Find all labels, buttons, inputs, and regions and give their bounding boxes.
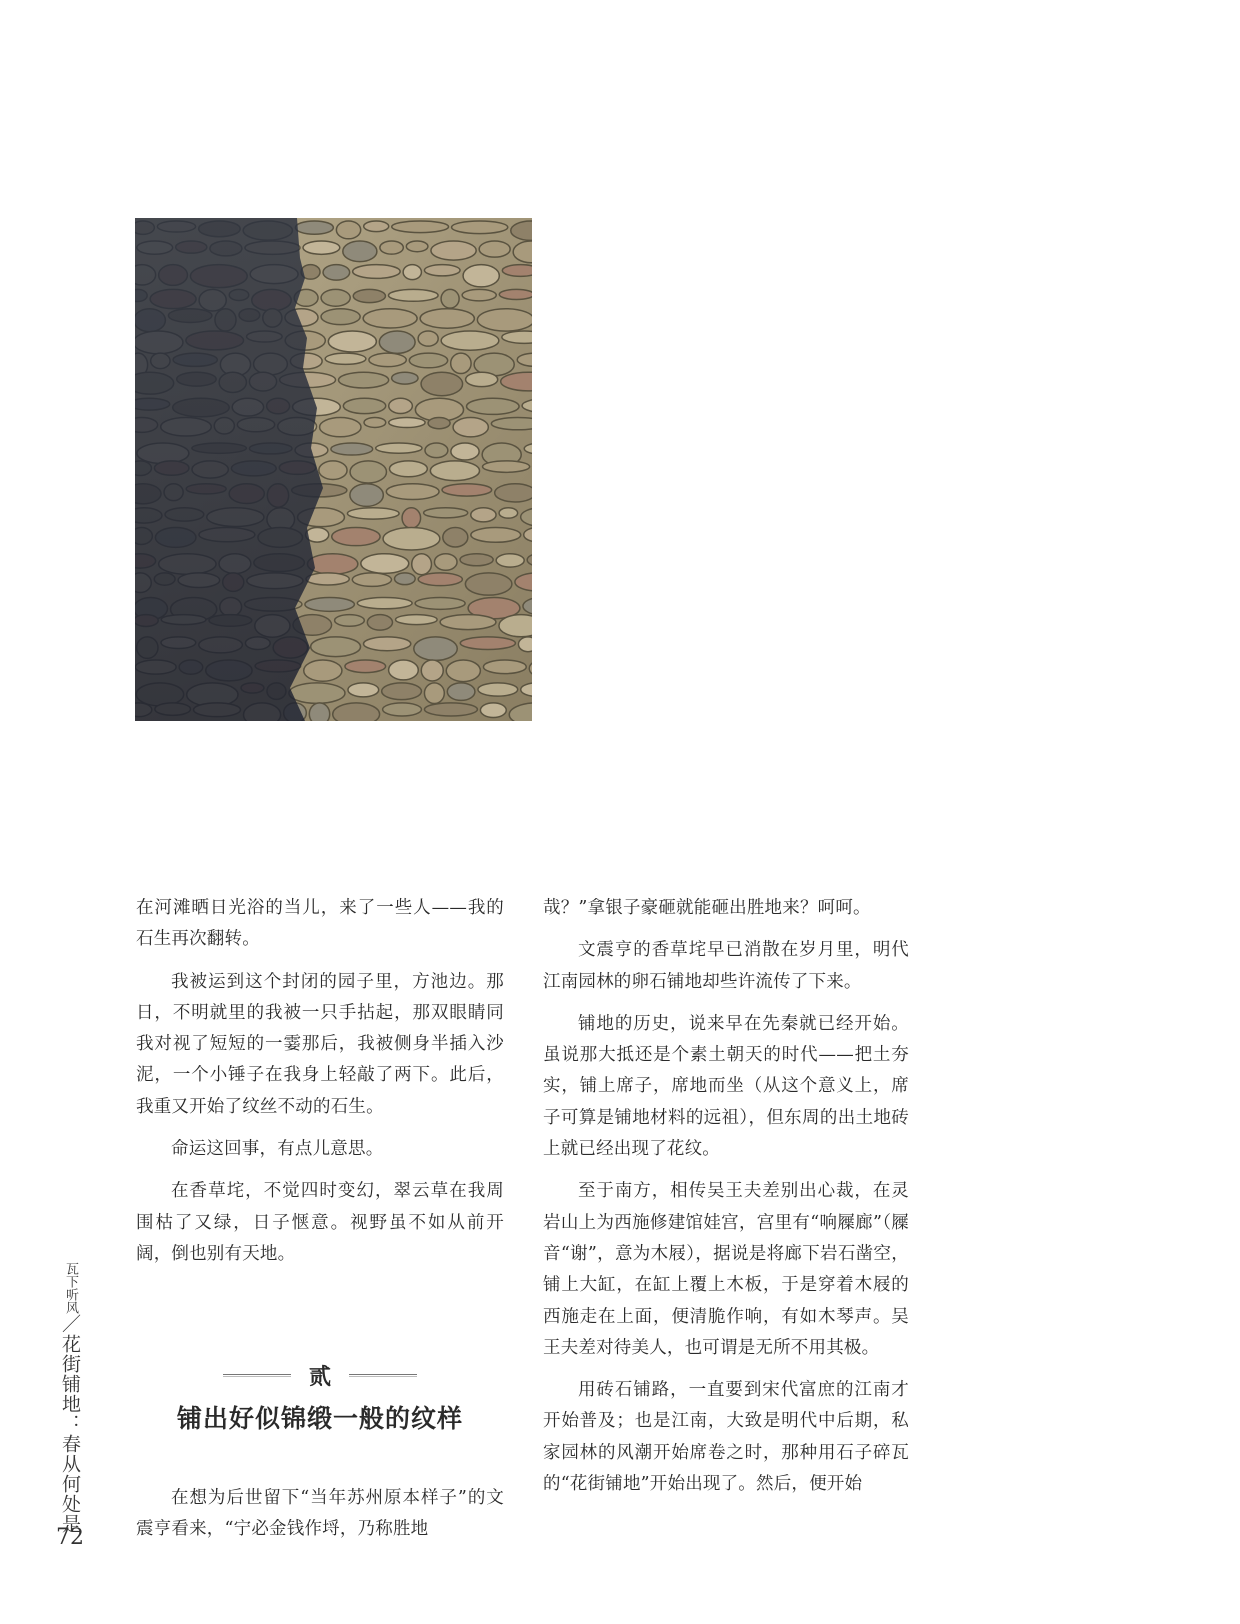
paragraph: 在香草垞，不觉四时变幻，翠云草在我周围枯了又绿，日子惬意。视野虽不如从前开阔，倒也别有天地。 [136,1181,504,1264]
cobblestone [421,660,443,681]
cobblestone [415,597,465,609]
cobblestone [363,309,417,328]
cobblestone [320,417,361,436]
cobblestone [325,353,366,364]
cobblestone [347,508,399,519]
left-column-bottom [136,1483,504,1557]
cobblestone [323,265,350,281]
paragraph: 我被运到这个封闭的园子里，方池边。那日，不明就里的我被一只手拈起，那双眼睛同我对视了短短的一霎那后，我被侧身半插入沙泥，一个小锤子在我身上轻敲了两下。此后，我重又开始了纹丝不动的石生。 [136,971,504,1117]
cobblestone [353,289,385,302]
cobblestone [414,637,457,661]
page-number: 72 [56,1525,84,1550]
cobblestone [343,241,377,262]
paragraph: 在想为后世留下“当年苏州原本样子”的文震亨看来，“宁必金钱作埒，乃称胜地 [136,1488,504,1540]
right-column [543,893,909,1511]
cobblestone [303,241,340,254]
cobblestone [304,660,342,681]
cobblestone [451,353,471,373]
cobblestone-photo [135,218,532,721]
cobblestone [441,331,499,350]
cobblestone [392,221,449,233]
cobblestone [386,484,439,500]
cobblestone [428,417,450,428]
cobblestone [406,241,428,252]
cobblestone [478,683,518,696]
cobblestone [295,221,333,234]
paragraph: 用砖石铺路，一直要到宋代富庶的江南才开始普及；也是江南，大致是明代中后期，私家园林的风潮开始席卷之时，那种用石子碎瓦的“花街铺地”开始出现了。然后，便开始 [543,1380,909,1495]
cobblestone [499,289,532,299]
cobblestone [364,221,389,232]
cobblestone [491,417,532,429]
cobblestone [424,683,444,704]
cobblestone [409,353,447,368]
cobblestone [389,660,419,680]
cobblestone [389,398,413,413]
cobblestone [460,637,515,650]
cobblestone [321,309,360,325]
cobblestone [453,417,488,436]
cobblestone [451,443,479,460]
cobblestone [480,703,506,718]
cobblestone [364,637,411,651]
cobblestone [306,573,349,585]
cobblestone [395,573,416,585]
cobblestone [496,554,524,567]
cobblestone [307,554,357,575]
paragraph: 哉？”拿银子豪砸就能砸出胜地来？呵呵。 [543,898,871,918]
cobblestone [452,221,508,234]
cobblestone [463,265,499,287]
cobblestone [465,573,512,595]
cobblestone [367,615,392,631]
cobblestone [502,331,532,343]
cobblestone [357,597,412,608]
cobblestone [430,461,479,481]
cobblestone [350,484,383,507]
cobblestone [502,265,532,277]
cobblestone [333,703,380,721]
cobblestone [443,528,468,547]
cobblestone [389,461,427,477]
cobblestone [440,615,496,630]
cobblestone [383,703,422,716]
series-name-a: 瓦下 [63,1262,78,1288]
cobblestone [343,398,385,413]
paragraph: 命运这回事，有点儿意思。 [171,1139,384,1160]
cobblestone [339,372,389,388]
cobblestone [328,331,376,352]
cobblestone [495,484,532,502]
cobblestone [388,289,438,301]
cobblestone [309,703,329,721]
decorative-rule-left [223,1374,291,1377]
cobblestone [447,683,475,701]
cobblestone [424,703,477,716]
cobblestone [369,353,406,367]
cobblestone [462,289,496,301]
cobblestone [412,554,432,575]
running-head-separator: ／ [59,1314,81,1334]
cobblestone [418,573,462,586]
cobblestone [383,528,440,551]
paragraph: 至于南方，相传吴王夫差别出心裁，在灵岩山上为西施修建馆娃宫，宫里有“响屧廊”（屧音“谢”，意为木屐），据说是将廊下岩石凿空，铺上大缸，在缸上覆上木板，于是穿着木屐的西施走在上面，便清脆作响，有如木琴声。吴王夫差对待美人，也可谓是无所不用其极。 [543,1181,909,1358]
decorative-rule-right [349,1374,417,1377]
cobblestone [336,221,360,239]
cobblestone [442,484,492,496]
cobblestone [421,372,463,396]
cobblestone [350,461,386,483]
cobblestone [418,331,438,346]
cobblestone [392,372,418,384]
cobblestone [305,597,354,611]
left-column-top [136,893,504,1281]
cobblestone [431,241,476,260]
paragraph: 文震亨的香草垞早已消散在岁月里，明代江南园林的卵石铺地却些许流传了下来。 [543,940,909,992]
running-head [58,1262,82,1534]
cobblestone [395,615,437,625]
cobblestone [321,289,350,306]
cobblestone [518,637,532,652]
cobblestone [345,660,386,673]
cobblestone [477,309,532,331]
cobblestone [499,615,532,637]
cobblestone [335,615,365,627]
paragraph: 在河滩晒日光浴的当儿，来了一些人——我的石生再次翻转。 [136,898,504,950]
cobblestone [352,573,391,586]
cobblestone [379,331,415,353]
cobblestone [389,417,425,427]
cobblestone-image [135,218,532,721]
cobblestone [479,241,510,257]
cobblestone [424,508,468,518]
series-name-b: 听风 [63,1288,78,1314]
cobblestone [424,265,460,276]
cobblestone [402,508,421,528]
cobblestone [434,554,457,571]
cobblestone [471,508,496,522]
cobblestone [348,683,379,697]
cobblestone [425,443,448,458]
paragraph: 铺地的历史，说来早在先秦就已经开始。虽说那大抵还是个素土朝天的时代——把土夯实，铺上席子，席地而坐（从这个意义上，席子可算是铺地材料的远祖），但东周的出土地砖上就已经出现了花纹。 [543,1013,909,1160]
section-title: 铺出好似锦缎一般的纹样 [176,1404,463,1433]
cobblestone [403,265,421,280]
cobblestone [467,398,520,414]
cobblestone [289,683,345,704]
cobblestone [471,528,521,543]
cobblestone [499,508,518,518]
cobblestone [364,417,386,427]
section-number-row [150,1360,490,1391]
chapter-title: 花街铺地：春从何处是 [59,1334,81,1534]
cobblestone [420,309,474,328]
cobblestone [382,683,422,700]
cobblestone [319,461,347,480]
cobblestone [380,241,403,254]
cobblestone [483,660,526,674]
cobblestone [332,528,380,546]
cobblestone [331,443,373,455]
cobblestone [446,660,480,682]
cobblestone [353,265,400,279]
cobblestone [466,372,498,386]
cobblestone [441,289,459,308]
cobblestone [460,554,493,566]
section-heading [150,1360,490,1435]
cobblestone [376,443,422,453]
cobblestone [483,461,530,472]
cobblestone [361,554,409,574]
cobblestone [311,637,361,657]
section-number: 贰 [308,1364,331,1390]
